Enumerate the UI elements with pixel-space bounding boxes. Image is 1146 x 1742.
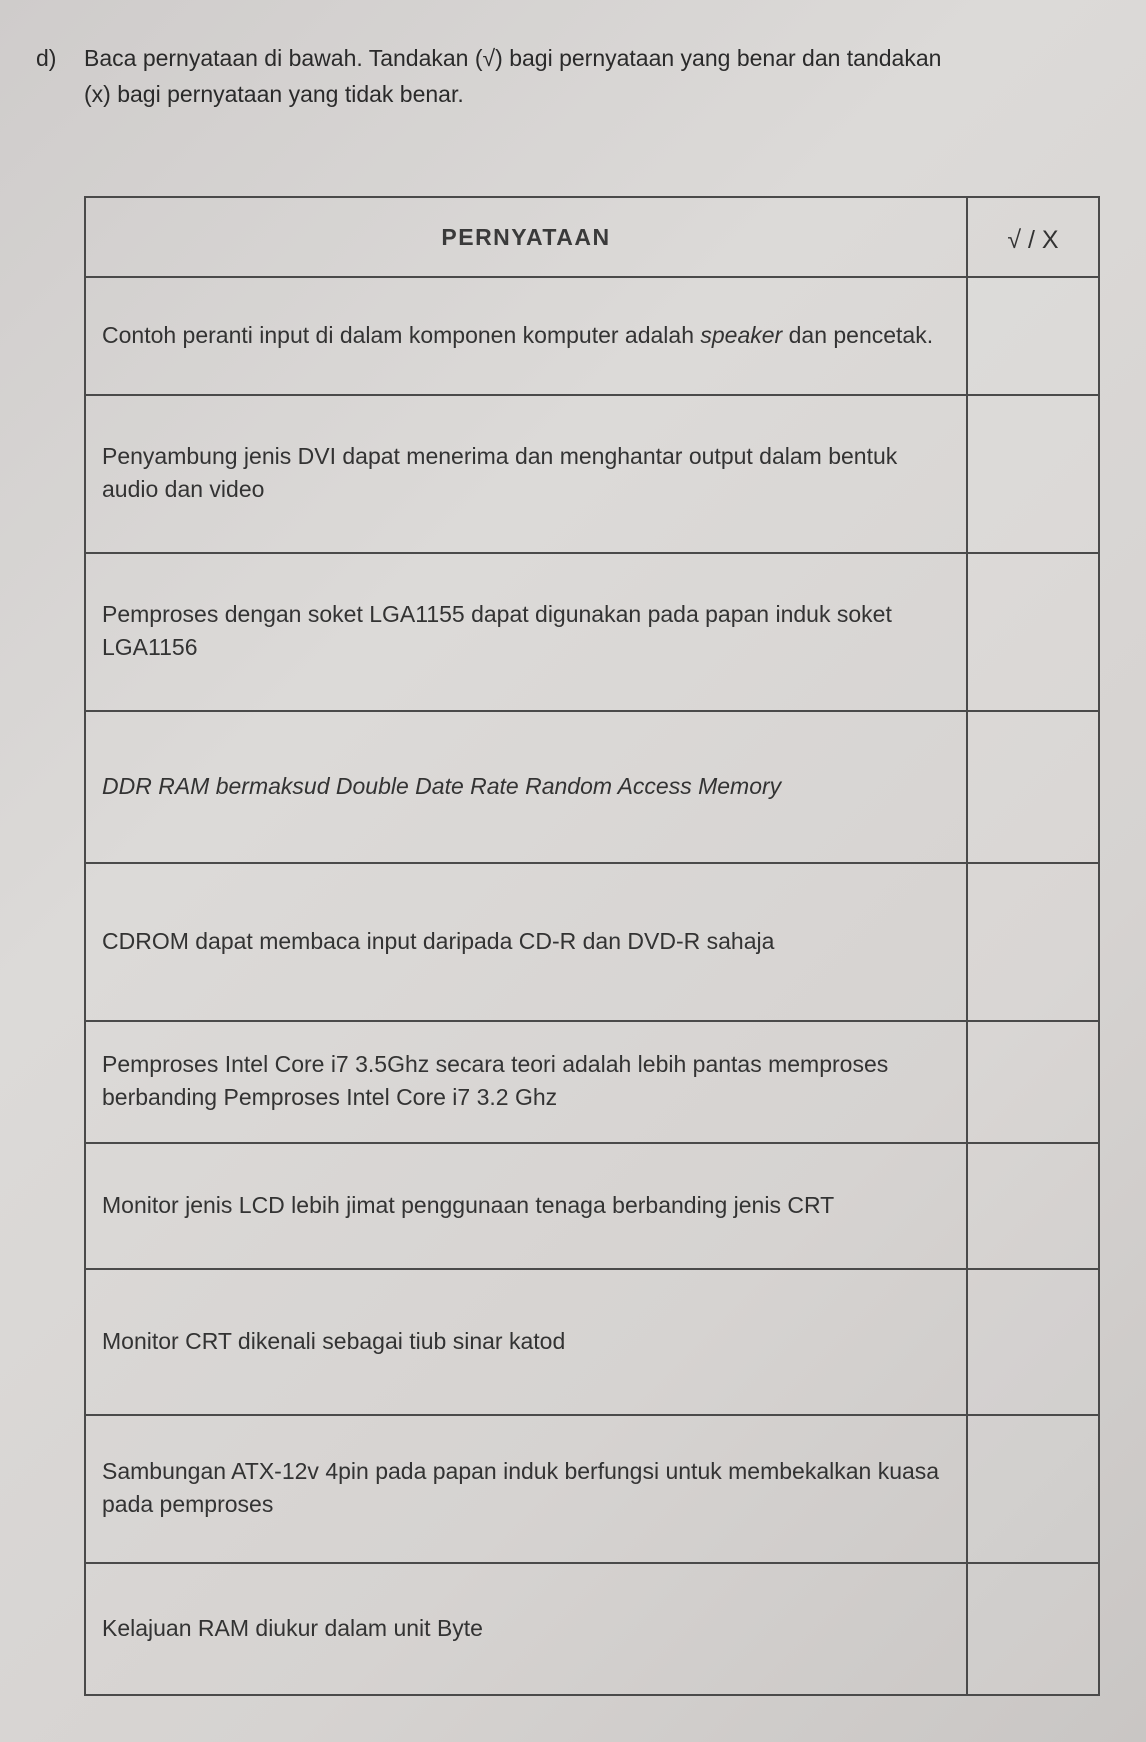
answer-cell[interactable] xyxy=(967,863,1099,1021)
statement-table-wrapper xyxy=(84,196,1090,1696)
statement-text: Pemproses Intel Core i7 3.5Ghz secara teori adalah lebih pantas memproses berbanding Pemproses Intel Core i7 3.2 Ghz xyxy=(102,1051,889,1110)
statement-rows xyxy=(85,277,1099,1695)
answer-cell[interactable] xyxy=(967,1563,1099,1695)
statement-cell xyxy=(85,1143,967,1269)
table-row xyxy=(85,1269,1099,1415)
answer-cell[interactable] xyxy=(967,711,1099,863)
answer-cell[interactable] xyxy=(967,553,1099,711)
statement-text: CDROM dapat membaca input daripada CD-R dan DVD-R sahaja xyxy=(102,927,775,954)
table-row xyxy=(85,553,1099,711)
header-statement: PERNYATAAN xyxy=(85,197,967,277)
statement-text: Monitor CRT dikenali sebagai tiub sinar katod xyxy=(102,1327,566,1354)
statement-cell xyxy=(85,1563,967,1695)
table-row xyxy=(85,1563,1099,1695)
statement-text: Monitor jenis LCD lebih jimat penggunaan tenaga berbanding jenis CRT xyxy=(102,1191,835,1218)
statement-cell xyxy=(85,1415,967,1563)
table-row xyxy=(85,711,1099,863)
question-instruction xyxy=(36,40,1116,112)
statement-text: Kelajuan RAM diukur dalam unit Byte xyxy=(102,1614,483,1641)
question-line-1 xyxy=(36,40,1116,76)
statement-italic: DDR RAM bermaksud Double Date Rate Random Access Memory xyxy=(102,772,782,799)
statement-cell xyxy=(85,1269,967,1415)
answer-cell[interactable] xyxy=(967,1269,1099,1415)
question-text-1: Baca pernyataan di bawah. Tandakan (√) bagi pernyataan yang benar dan tandakan xyxy=(84,45,942,71)
statement-text: Pemproses dengan soket LGA1155 dapat digunakan pada papan induk soket LGA1156 xyxy=(102,601,892,660)
answer-cell[interactable] xyxy=(967,1415,1099,1563)
statement-italic: speaker xyxy=(700,321,783,348)
table-row xyxy=(85,395,1099,553)
statement-text: Sambungan ATX-12v 4pin pada papan induk berfungsi untuk membekalkan kuasa pada pemproses xyxy=(102,1458,940,1517)
header-mark: √ / X xyxy=(967,197,1099,277)
question-label: d) xyxy=(36,45,57,71)
table-row xyxy=(85,1143,1099,1269)
table-row xyxy=(85,1415,1099,1563)
answer-cell[interactable] xyxy=(967,1143,1099,1269)
answer-cell[interactable] xyxy=(967,277,1099,395)
table-row xyxy=(85,277,1099,395)
statement-cell xyxy=(85,553,967,711)
statement-cell xyxy=(85,863,967,1021)
statement-table xyxy=(84,196,1100,1696)
table-row xyxy=(85,863,1099,1021)
table-row xyxy=(85,1021,1099,1143)
statement-text: Contoh peranti input di dalam komponen komputer adalah xyxy=(102,321,701,348)
statement-cell xyxy=(85,395,967,553)
statement-text: Penyambung jenis DVI dapat menerima dan menghantar output dalam bentuk audio dan video xyxy=(102,443,898,502)
answer-cell[interactable] xyxy=(967,1021,1099,1143)
question-line-2: (x) bagi pernyataan yang tidak benar. xyxy=(84,81,464,107)
statement-cell xyxy=(85,711,967,863)
answer-cell[interactable] xyxy=(967,395,1099,553)
statement-text-end: dan pencetak. xyxy=(782,321,934,348)
statement-cell xyxy=(85,1021,967,1143)
table-header-row xyxy=(85,197,1099,277)
statement-cell xyxy=(85,277,967,395)
